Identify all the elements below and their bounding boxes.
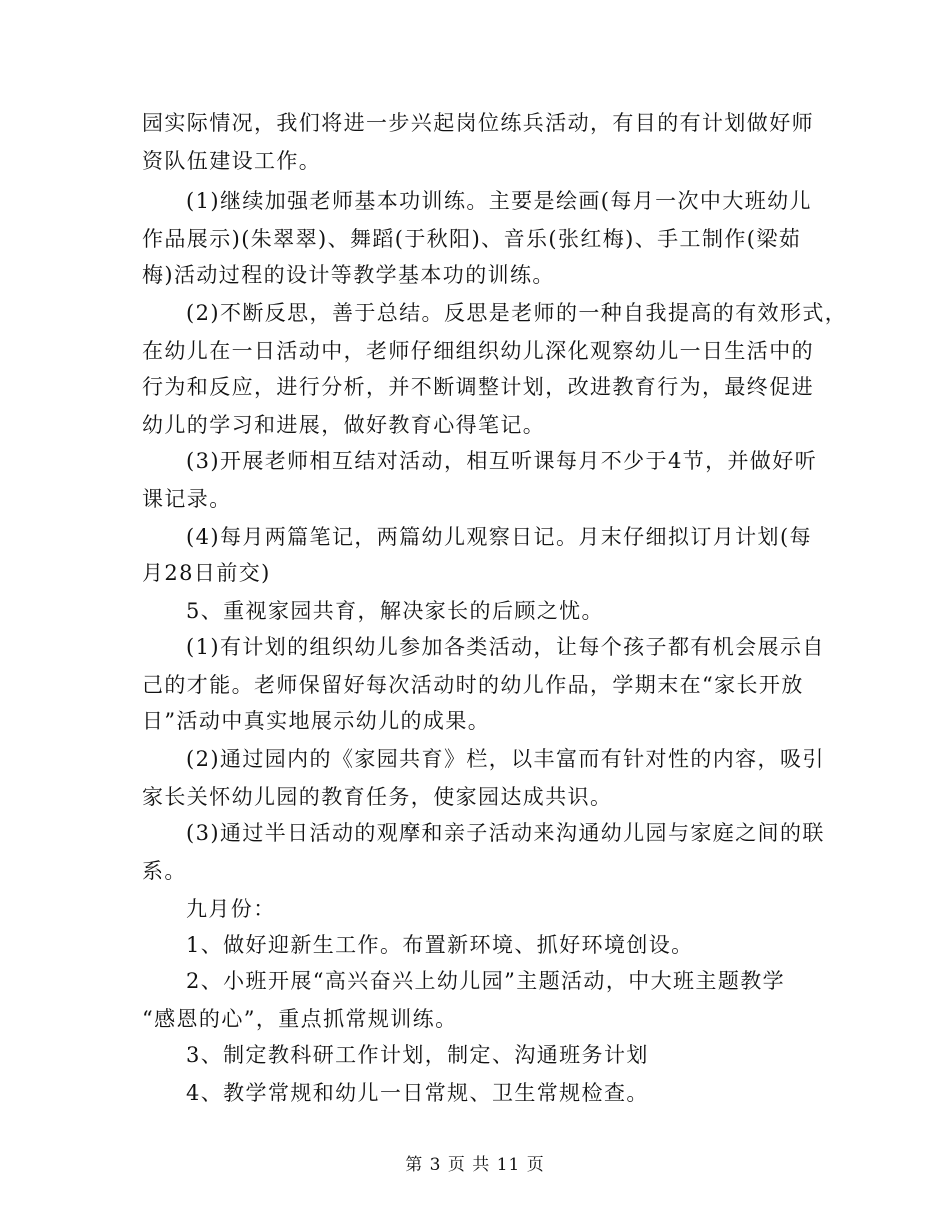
text-line: 梅)活动过程的设计等教学基本功的训练。 bbox=[142, 263, 555, 287]
text-line: 在幼儿在一日活动中，老师仔细组织幼儿深化观察幼儿一日生活中的 bbox=[142, 339, 814, 363]
text-line: 日”活动中真实地展示幼儿的成果。 bbox=[142, 709, 491, 733]
text-line: “感恩的心”，重点抓常规训练。 bbox=[142, 1007, 458, 1031]
text-line: 幼儿的学习和进展，做好教育心得笔记。 bbox=[142, 413, 546, 437]
text-line: 系。 bbox=[142, 859, 187, 883]
text-line: 月28日前交) bbox=[142, 561, 271, 585]
text-line: (3)通过半日活动的观摩和亲子活动来沟通幼儿园与家庭之间的联 bbox=[186, 821, 825, 845]
text-line: 家长关怀幼儿园的教育任务，使家园达成共识。 bbox=[142, 785, 613, 809]
text-line: 2、小班开展“高兴奋兴上幼儿园”主题活动，中大班主题教学 bbox=[186, 969, 786, 993]
text-line: (3)开展老师相互结对活动，相互听课每月不少于4节，并做好听 bbox=[186, 449, 818, 473]
text-line: 行为和反应，进行分析，并不断调整计划，改进教育行为，最终促进 bbox=[142, 375, 814, 399]
text-line: (1)继续加强老师基本功训练。主要是绘画(每月一次中大班幼儿 bbox=[186, 189, 812, 213]
text-line: (2)通过园内的《家园共育》栏，以丰富而有针对性的内容，吸引 bbox=[186, 747, 825, 771]
text-line: 资队伍建设工作。 bbox=[142, 149, 322, 173]
text-line: 园实际情况，我们将进一步兴起岗位练兵活动，有目的有计划做好师 bbox=[142, 111, 814, 135]
text-line: 己的才能。老师保留好每次活动时的幼儿作品，学期末在“家长开放 bbox=[142, 673, 804, 697]
text-line: (1)有计划的组织幼儿参加各类活动，让每个孩子都有机会展示自 bbox=[186, 635, 825, 659]
text-line: 4、教学常规和幼儿一日常规、卫生常规检查。 bbox=[186, 1081, 649, 1105]
page-number-footer: 第 3 页 共 11 页 bbox=[405, 1155, 545, 1175]
text-line: 3、制定教科研工作计划，制定、沟通班务计划 bbox=[186, 1043, 649, 1067]
text-line: 作品展示)(朱翠翠)、舞蹈(于秋阳)、音乐(张红梅)、手工制作(梁茹 bbox=[142, 227, 802, 251]
text-line: (2)不断反思，善于总结。反思是老师的一种自我提高的有效形式， bbox=[186, 301, 848, 325]
text-line: 课记录。 bbox=[142, 487, 232, 511]
text-line: (4)每月两篇笔记，两篇幼儿观察日记。月末仔细拟订月计划(每 bbox=[186, 525, 812, 549]
text-line: 九月份： bbox=[186, 897, 276, 921]
text-line: 1、做好迎新生工作。布置新环境、抓好环境创设。 bbox=[186, 933, 694, 957]
text-line: 5、重视家园共育，解决家长的后顾之忧。 bbox=[186, 599, 604, 623]
